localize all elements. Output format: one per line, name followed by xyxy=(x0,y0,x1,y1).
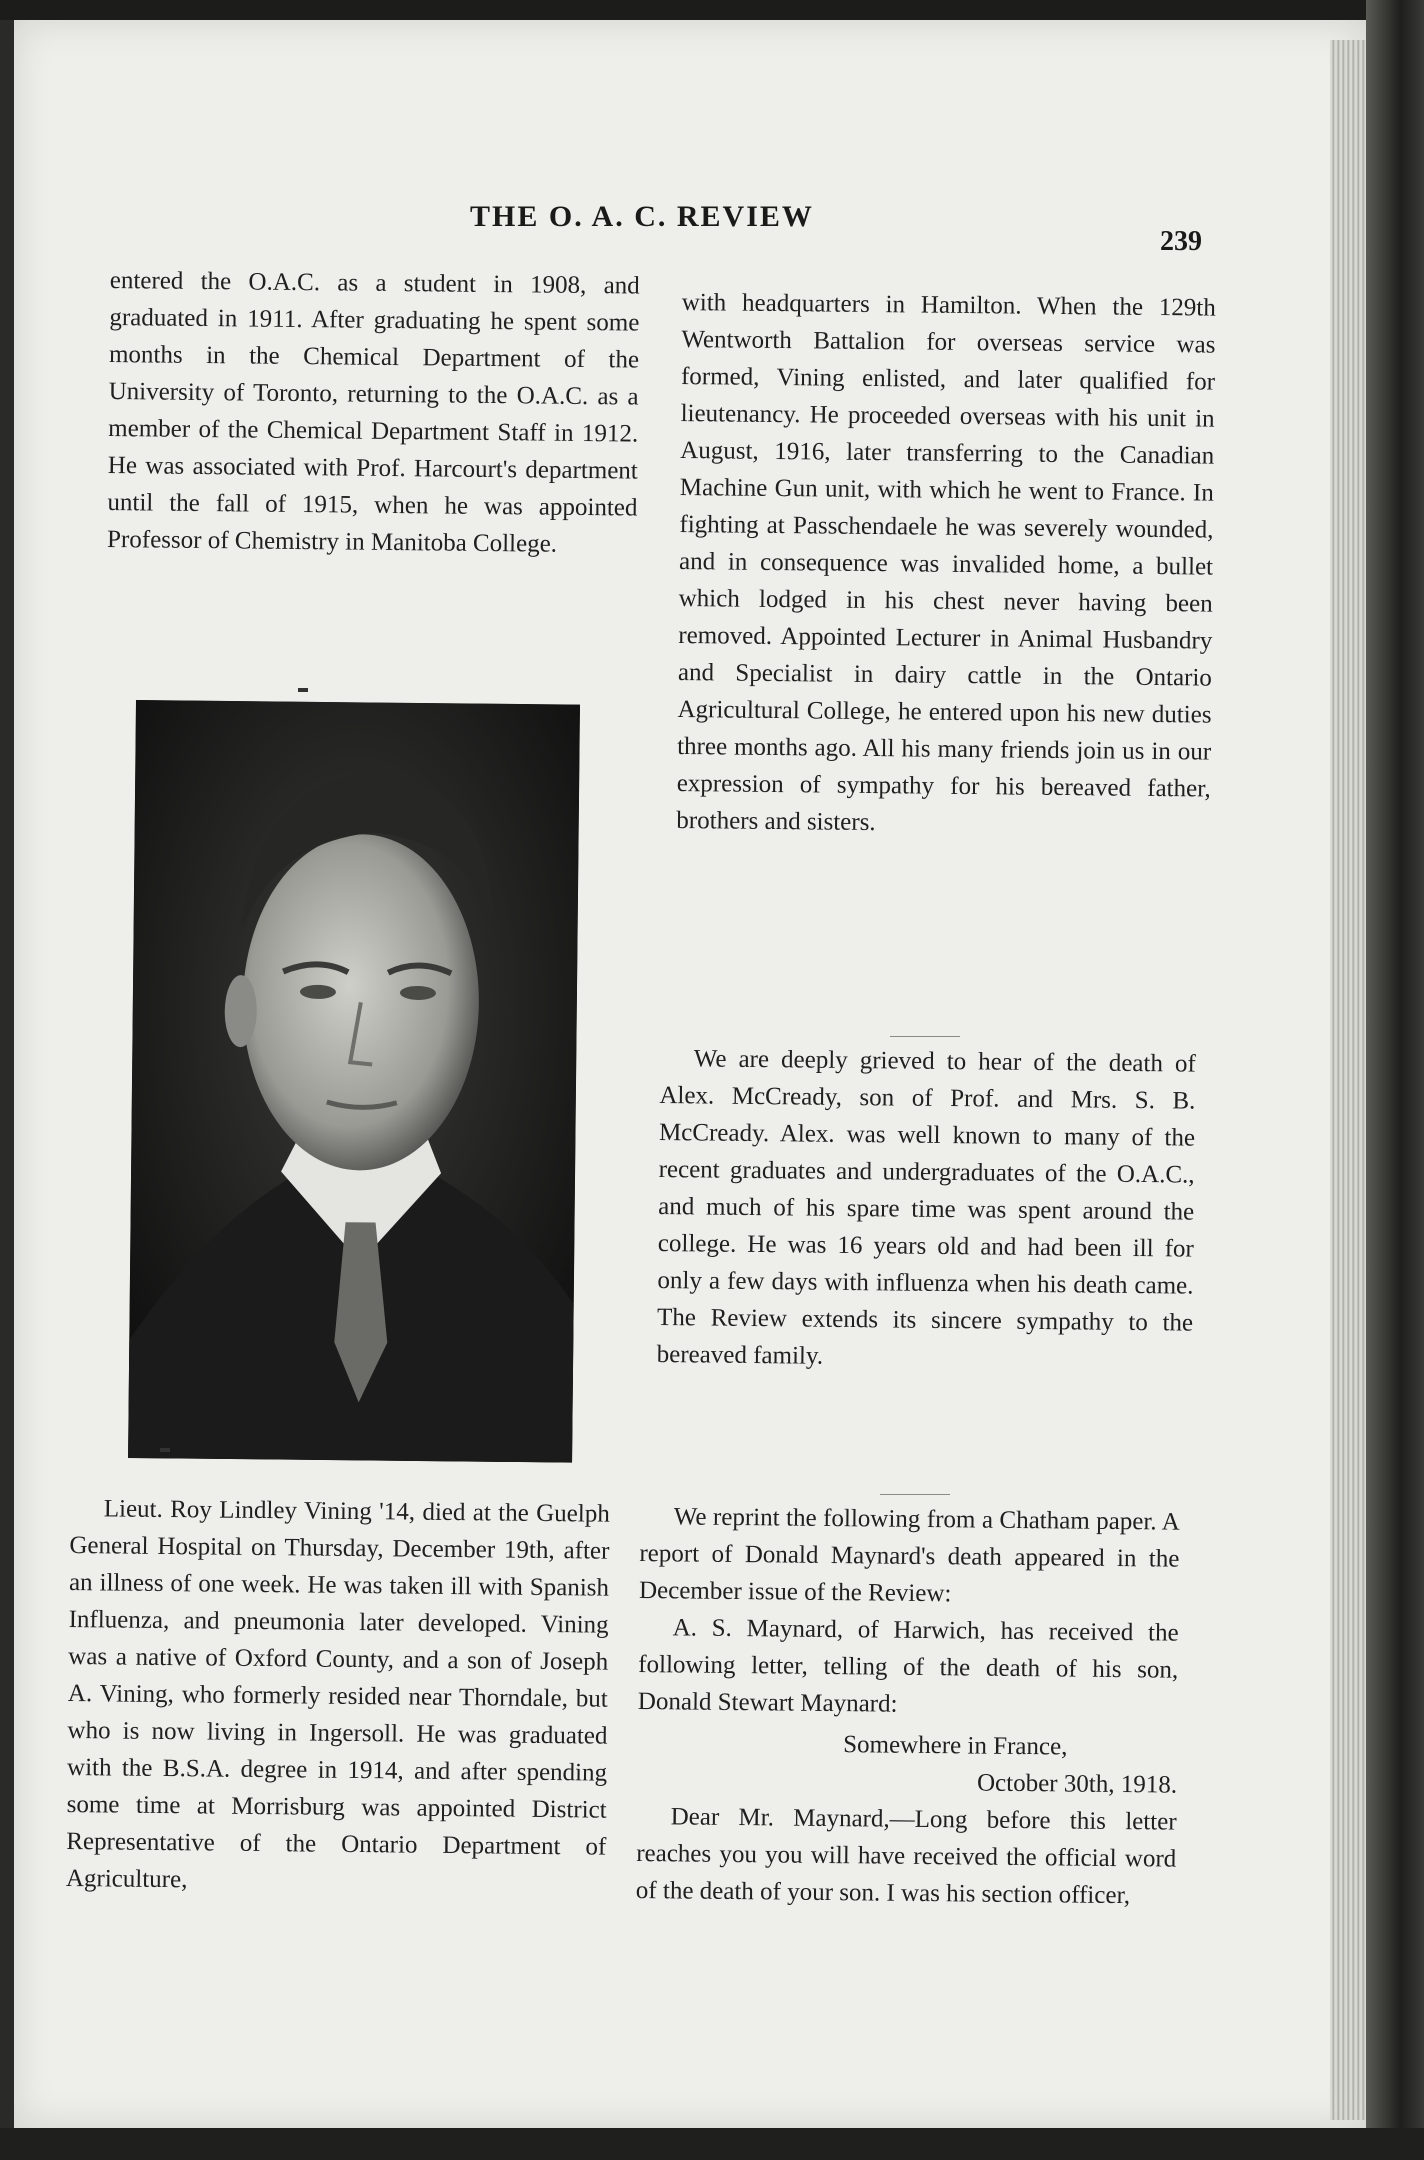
letter-place: Somewhere in France, xyxy=(843,1731,1068,1761)
book-spine xyxy=(1366,0,1424,2160)
page-number: 239 xyxy=(1160,226,1202,257)
column-right-c xyxy=(636,1498,1180,1915)
vining-obituary: Lieut. Roy Lindley Vining '14, died at the Guelph General Hospital on Thursday, December 19th, after an illness of one week. He was taken ill with Spanish Influenza, and pneumonia later developed. Vining was a native of Oxford County, and a son of Joseph A. Vining, who formerly resided near Thorndale, but who is now living in Ingersoll. He was graduated with the B.S.A. degree in 1914, and after spending some time at Morrisburg was appointed District Representative of the Ontario Department of Agriculture, xyxy=(65,1495,610,1894)
letter-date: October 30th, 1918. xyxy=(976,1769,1178,1799)
column-left-top xyxy=(107,262,640,564)
column-left-bottom xyxy=(66,1490,610,1903)
maynard-intro: We reprint the following from a Chatham paper. A report of Donald Maynard's death appeared in the December issue of the Review: xyxy=(638,1503,1180,1608)
portrait-photo xyxy=(128,700,580,1463)
column-right-b xyxy=(657,1040,1196,1379)
column-right-a xyxy=(676,284,1216,845)
page-edges xyxy=(1330,40,1366,2120)
section-divider xyxy=(880,1494,950,1495)
mccready-notice: We are deeply grieved to hear of the death of Alex. McCready, son of Prof. and Mrs. S. B. McCready. Alex. was well known to many of the recent graduates and undergraduates of the O.A.C., and much of his spare time was spent around the college. He was 16 years old and had been ill for only a few days with influenza when his death came. The Review extends its sincere sympathy to the bereaved family. xyxy=(656,1045,1196,1370)
portrait-image xyxy=(128,700,580,1463)
maynard-letter-intro: A. S. Maynard, of Harwich, has received the following letter, telling of the death of his son, Donald Stewart Maynard: xyxy=(637,1614,1179,1718)
scan-top-border xyxy=(0,0,1424,20)
letter-body: Dear Mr. Maynard,—Long before this letter reaches you you will have received the official word of the death of your son. I was his section officer, xyxy=(635,1803,1177,1910)
section-divider xyxy=(890,1036,960,1037)
print-speck xyxy=(160,1448,170,1452)
paragraph-continued: entered the O.A.C. as a student in 1908, and graduated in 1911. After graduating he spent some months in the Chemical Department of the University of Toronto, returning to the O.A.C. as a member of the Chemical Department Staff in 1912. He was associated with Prof. Harcourt's department until the fall of 1915, when he was appointed Professor of Chemistry in Manitoba College. xyxy=(106,266,640,558)
vining-obituary-continued: with headquarters in Hamilton. When the 129th Wentworth Battalion for overseas service was formed, Vining enlisted, and later qualified for lieutenancy. He proceeded overseas with his unit in August, 1916, later transferring to the Canadian Machine Gun unit, with which he went to France. In fighting at Passchendaele he was severely wounded, and in consequence was invalided home, a bullet which lodged in his chest never having been removed. Appointed Lecturer in Animal Husbandry and Specialist in dairy cattle in the Ontario Agricultural College, he entered upon his new duties three months ago. All his many friends join us in our expression of sympathy for his bereaved father, brothers and sisters. xyxy=(676,288,1216,837)
print-speck xyxy=(298,688,308,692)
scan-bottom-border xyxy=(0,2128,1424,2160)
running-header: THE O. A. C. REVIEW xyxy=(470,200,814,233)
